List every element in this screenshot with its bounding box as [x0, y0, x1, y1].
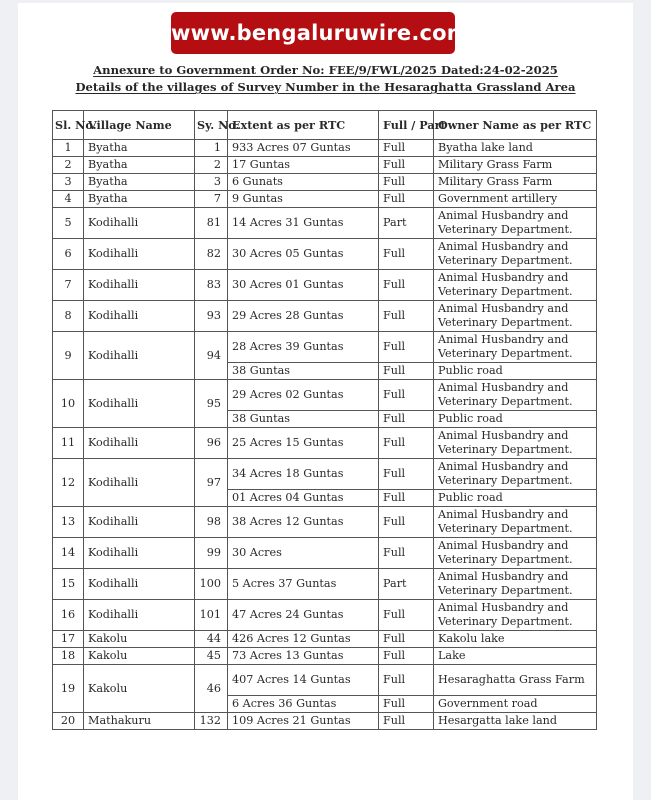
cell-owner-name: Animal Husbandry and Veterinary Department. [434, 270, 597, 301]
cell-extent: 30 Acres 01 Guntas [228, 270, 379, 301]
cell-sl-no: 4 [53, 191, 84, 208]
cell-village-name: Kakolu [84, 631, 195, 648]
cell-sy-no: 83 [195, 270, 228, 301]
table-row [53, 713, 597, 730]
header-extent: Extent as per RTC [228, 111, 379, 140]
cell-village-name: Kodihalli [84, 507, 195, 538]
header-village-name: Village Name [84, 111, 195, 140]
cell-full-part: Full [379, 411, 434, 428]
table-row [53, 538, 597, 569]
cell-owner-name: Military Grass Farm [434, 174, 597, 191]
table-row [53, 569, 597, 600]
cell-full-part: Full [379, 428, 434, 459]
cell-owner-name: Public road [434, 490, 597, 507]
cell-sy-no: 2 [195, 157, 228, 174]
cell-sy-no: 98 [195, 507, 228, 538]
cell-owner-name: Public road [434, 411, 597, 428]
cell-full-part: Full [379, 631, 434, 648]
cell-village-name: Kodihalli [84, 428, 195, 459]
table-body [53, 140, 597, 730]
table-row [53, 459, 597, 490]
cell-extent: 29 Acres 02 Guntas [228, 380, 379, 411]
cell-village-name: Byatha [84, 191, 195, 208]
cell-extent: 933 Acres 07 Guntas [228, 140, 379, 157]
cell-sl-no: 12 [53, 459, 84, 507]
cell-extent: 6 Gunats [228, 174, 379, 191]
cell-sy-no: 100 [195, 569, 228, 600]
cell-village-name: Kodihalli [84, 380, 195, 428]
cell-extent: 30 Acres 05 Guntas [228, 239, 379, 270]
cell-village-name: Byatha [84, 157, 195, 174]
table-row [53, 600, 597, 631]
cell-sl-no: 15 [53, 569, 84, 600]
cell-owner-name: Military Grass Farm [434, 157, 597, 174]
cell-sy-no: 96 [195, 428, 228, 459]
cell-full-part: Full [379, 665, 434, 696]
cell-owner-name: Byatha lake land [434, 140, 597, 157]
cell-village-name: Kodihalli [84, 301, 195, 332]
cell-sl-no: 19 [53, 665, 84, 713]
table-row [53, 648, 597, 665]
cell-extent: 109 Acres 21 Guntas [228, 713, 379, 730]
table-row [53, 239, 597, 270]
cell-owner-name: Government artillery [434, 191, 597, 208]
cell-full-part: Full [379, 332, 434, 363]
cell-full-part: Full [379, 140, 434, 157]
cell-owner-name: Animal Husbandry and Veterinary Department. [434, 600, 597, 631]
cell-sy-no: 82 [195, 239, 228, 270]
table-row [53, 665, 597, 696]
cell-sy-no: 44 [195, 631, 228, 648]
cell-sy-no: 99 [195, 538, 228, 569]
cell-full-part: Full [379, 301, 434, 332]
cell-sl-no: 7 [53, 270, 84, 301]
cell-village-name: Kodihalli [84, 270, 195, 301]
cell-owner-name: Animal Husbandry and Veterinary Department. [434, 332, 597, 363]
cell-extent: 9 Guntas [228, 191, 379, 208]
cell-sy-no: 46 [195, 665, 228, 713]
cell-village-name: Kodihalli [84, 332, 195, 380]
cell-sy-no: 1 [195, 140, 228, 157]
cell-owner-name: Animal Husbandry and Veterinary Department. [434, 428, 597, 459]
cell-owner-name: Public road [434, 363, 597, 380]
cell-extent: 30 Acres [228, 538, 379, 569]
cell-full-part: Full [379, 174, 434, 191]
header-sl-no: Sl. No. [53, 111, 84, 140]
cell-full-part: Full [379, 270, 434, 301]
cell-extent: 5 Acres 37 Guntas [228, 569, 379, 600]
watermark-banner: www.bengaluruwire.com [171, 12, 455, 54]
cell-sy-no: 45 [195, 648, 228, 665]
cell-full-part: Full [379, 648, 434, 665]
cell-owner-name: Animal Husbandry and Veterinary Department. [434, 301, 597, 332]
cell-village-name: Kodihalli [84, 538, 195, 569]
cell-full-part: Full [379, 239, 434, 270]
cell-extent: 01 Acres 04 Guntas [228, 490, 379, 507]
cell-sy-no: 7 [195, 191, 228, 208]
table-row [53, 140, 597, 157]
cell-extent: 38 Acres 12 Guntas [228, 507, 379, 538]
cell-sl-no: 11 [53, 428, 84, 459]
cell-sl-no: 8 [53, 301, 84, 332]
header-sy-no: Sy. No. [195, 111, 228, 140]
cell-sl-no: 6 [53, 239, 84, 270]
cell-sy-no: 95 [195, 380, 228, 428]
cell-sl-no: 16 [53, 600, 84, 631]
cell-extent: 14 Acres 31 Guntas [228, 208, 379, 239]
survey-table [52, 110, 597, 730]
table-row [53, 631, 597, 648]
cell-full-part: Part [379, 569, 434, 600]
details-subtitle: Details of the villages of Survey Number in the Hesaraghatta Grassland Area [75, 80, 576, 94]
table-row [53, 428, 597, 459]
cell-extent: 28 Acres 39 Guntas [228, 332, 379, 363]
table-row [53, 301, 597, 332]
cell-village-name: Mathakuru [84, 713, 195, 730]
cell-full-part: Full [379, 490, 434, 507]
header-owner-name: Owner Name as per RTC [434, 111, 597, 140]
cell-extent: 25 Acres 15 Guntas [228, 428, 379, 459]
table-row [53, 507, 597, 538]
table-row [53, 332, 597, 363]
table-row [53, 191, 597, 208]
table-row [53, 380, 597, 411]
cell-extent: 34 Acres 18 Guntas [228, 459, 379, 490]
cell-sy-no: 101 [195, 600, 228, 631]
cell-full-part: Full [379, 191, 434, 208]
cell-full-part: Full [379, 507, 434, 538]
cell-village-name: Kakolu [84, 665, 195, 713]
cell-full-part: Full [379, 363, 434, 380]
table-header-row [53, 111, 597, 140]
cell-sy-no: 132 [195, 713, 228, 730]
cell-sl-no: 1 [53, 140, 84, 157]
cell-owner-name: Animal Husbandry and Veterinary Department. [434, 507, 597, 538]
cell-full-part: Full [379, 713, 434, 730]
cell-sl-no: 18 [53, 648, 84, 665]
annexure-title: Annexure to Government Order No: FEE/9/FWL/2025 Dated:24-02-2025 [93, 63, 558, 77]
cell-sl-no: 10 [53, 380, 84, 428]
table-row [53, 208, 597, 239]
cell-sy-no: 94 [195, 332, 228, 380]
cell-sl-no: 13 [53, 507, 84, 538]
cell-owner-name: Hesaraghatta Grass Farm [434, 665, 597, 696]
table-row [53, 157, 597, 174]
cell-owner-name: Lake [434, 648, 597, 665]
cell-sl-no: 3 [53, 174, 84, 191]
cell-sy-no: 3 [195, 174, 228, 191]
cell-extent: 6 Acres 36 Guntas [228, 696, 379, 713]
cell-extent: 73 Acres 13 Guntas [228, 648, 379, 665]
cell-village-name: Byatha [84, 140, 195, 157]
cell-owner-name: Animal Husbandry and Veterinary Department. [434, 208, 597, 239]
cell-village-name: Kakolu [84, 648, 195, 665]
cell-owner-name: Animal Husbandry and Veterinary Department. [434, 380, 597, 411]
cell-owner-name: Animal Husbandry and Veterinary Department. [434, 459, 597, 490]
cell-sy-no: 81 [195, 208, 228, 239]
cell-extent: 407 Acres 14 Guntas [228, 665, 379, 696]
cell-full-part: Full [379, 157, 434, 174]
cell-village-name: Kodihalli [84, 239, 195, 270]
cell-sl-no: 14 [53, 538, 84, 569]
cell-village-name: Kodihalli [84, 569, 195, 600]
cell-extent: 29 Acres 28 Guntas [228, 301, 379, 332]
cell-full-part: Full [379, 696, 434, 713]
table-row [53, 270, 597, 301]
cell-extent: 47 Acres 24 Guntas [228, 600, 379, 631]
cell-extent: 38 Guntas [228, 411, 379, 428]
cell-owner-name: Government road [434, 696, 597, 713]
cell-owner-name: Kakolu lake [434, 631, 597, 648]
cell-owner-name: Animal Husbandry and Veterinary Department. [434, 538, 597, 569]
cell-village-name: Kodihalli [84, 208, 195, 239]
cell-village-name: Byatha [84, 174, 195, 191]
cell-extent: 17 Guntas [228, 157, 379, 174]
header-full-part: Full / Part [379, 111, 434, 140]
cell-full-part: Part [379, 208, 434, 239]
cell-full-part: Full [379, 380, 434, 411]
cell-sl-no: 5 [53, 208, 84, 239]
cell-extent: 38 Guntas [228, 363, 379, 380]
cell-village-name: Kodihalli [84, 459, 195, 507]
cell-owner-name: Animal Husbandry and Veterinary Department. [434, 239, 597, 270]
cell-extent: 426 Acres 12 Guntas [228, 631, 379, 648]
cell-sl-no: 2 [53, 157, 84, 174]
cell-full-part: Full [379, 600, 434, 631]
cell-owner-name: Animal Husbandry and Veterinary Department. [434, 569, 597, 600]
cell-full-part: Full [379, 538, 434, 569]
table-row [53, 174, 597, 191]
cell-full-part: Full [379, 459, 434, 490]
cell-owner-name: Hesargatta lake land [434, 713, 597, 730]
cell-village-name: Kodihalli [84, 600, 195, 631]
cell-sl-no: 20 [53, 713, 84, 730]
cell-sl-no: 9 [53, 332, 84, 380]
cell-sy-no: 97 [195, 459, 228, 507]
cell-sy-no: 93 [195, 301, 228, 332]
cell-sl-no: 17 [53, 631, 84, 648]
